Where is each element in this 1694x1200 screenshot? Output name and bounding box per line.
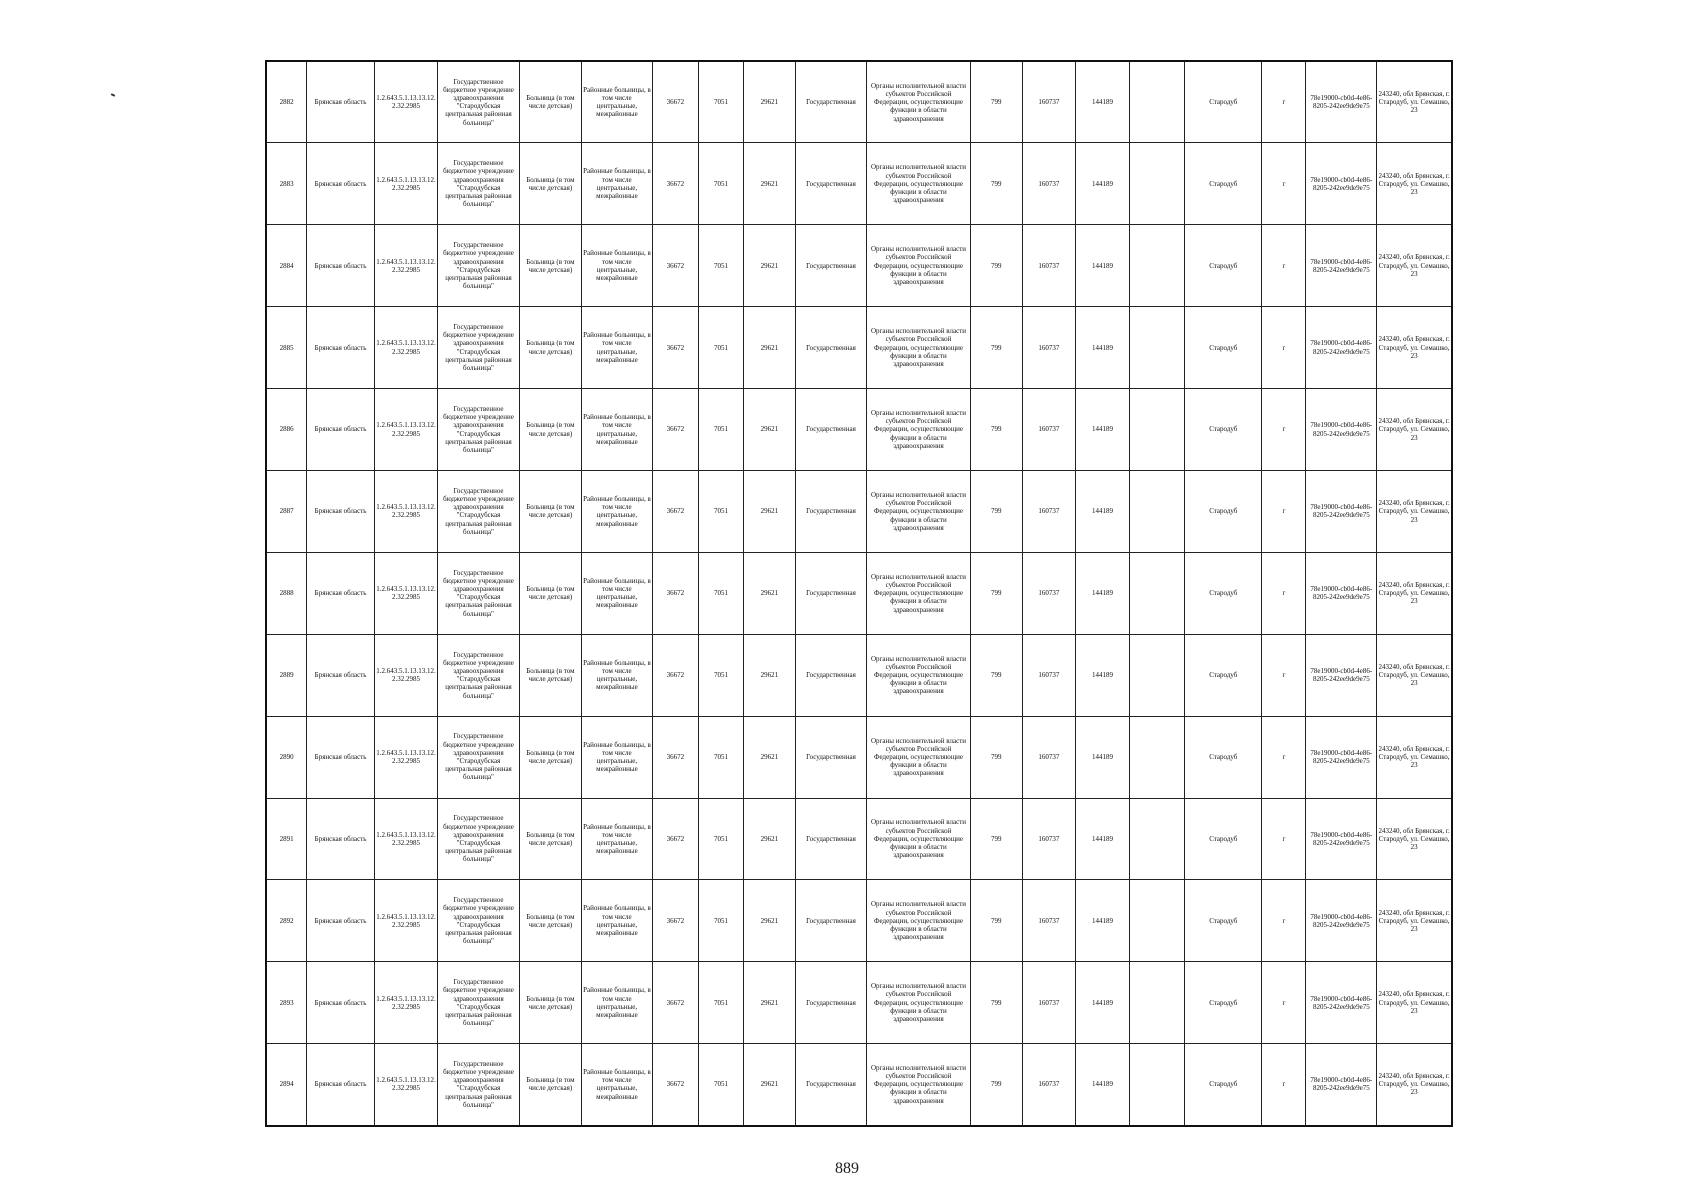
city-cell: Стародуб xyxy=(1185,552,1262,634)
code6-cell: 144189 xyxy=(1075,225,1130,307)
code6-cell: 144189 xyxy=(1075,552,1130,634)
guid-cell: 78e19000-cb0d-4e86-8205-242ee9de9e75 xyxy=(1306,880,1377,962)
ownership-cell: Государственная xyxy=(795,61,867,143)
region-cell: Брянская область xyxy=(307,798,375,880)
region-cell: Брянская область xyxy=(307,880,375,962)
oid-cell: 1.2.643.5.1.13.13.12.2.32.2985 xyxy=(374,225,437,307)
oid-cell: 1.2.643.5.1.13.13.12.2.32.2985 xyxy=(374,307,437,389)
address-cell: 243240, обл Брянская, г. Стародуб, ул. Семашко, 23 xyxy=(1377,225,1452,307)
authority-cell: Органы исполнительной власти субъектов Российской Федерации, осуществляющие функции в области здравоохранения xyxy=(867,798,970,880)
table-row xyxy=(266,61,1452,143)
ownership-cell: Государственная xyxy=(795,552,867,634)
code2-cell: 7051 xyxy=(698,225,743,307)
code3-cell: 29621 xyxy=(744,1044,796,1126)
oid-cell: 1.2.643.5.1.13.13.12.2.32.2985 xyxy=(374,634,437,716)
ownership-cell: Государственная xyxy=(795,307,867,389)
table-row xyxy=(266,470,1452,552)
code5-cell: 160737 xyxy=(1023,307,1076,389)
locality-type-cell: г xyxy=(1262,716,1306,798)
code4-cell: 799 xyxy=(970,880,1023,962)
organization-cell: Государственное бюджетное учреждение здравоохранения "Стародубская центральная районная больница" xyxy=(438,470,520,552)
region-cell: Брянская область xyxy=(307,552,375,634)
code5-cell: 160737 xyxy=(1023,389,1076,471)
city-cell: Стародуб xyxy=(1185,143,1262,225)
row-number: 2883 xyxy=(266,143,307,225)
ownership-cell: Государственная xyxy=(795,143,867,225)
organization-cell: Государственное бюджетное учреждение здравоохранения "Стародубская центральная районная больница" xyxy=(438,1044,520,1126)
region-cell: Брянская область xyxy=(307,716,375,798)
code6-cell: 144189 xyxy=(1075,143,1130,225)
ownership-cell: Государственная xyxy=(795,962,867,1044)
locality-type-cell: г xyxy=(1262,61,1306,143)
facility-subtype-cell: Районные больницы, в том числе центральные, межрайонные xyxy=(582,389,653,471)
authority-cell: Органы исполнительной власти субъектов Российской Федерации, осуществляющие функции в области здравоохранения xyxy=(867,61,970,143)
code2-cell: 7051 xyxy=(698,389,743,471)
code1-cell: 36672 xyxy=(652,798,698,880)
code5-cell: 160737 xyxy=(1023,634,1076,716)
empty-cell xyxy=(1130,634,1185,716)
code1-cell: 36672 xyxy=(652,143,698,225)
facility-type-cell: Больница (в том числе детская) xyxy=(519,307,581,389)
row-number: 2890 xyxy=(266,716,307,798)
address-cell: 243240, обл Брянская, г. Стародуб, ул. Семашко, 23 xyxy=(1377,389,1452,471)
empty-cell xyxy=(1130,61,1185,143)
address-cell: 243240, обл Брянская, г. Стародуб, ул. Семашко, 23 xyxy=(1377,716,1452,798)
empty-cell xyxy=(1130,470,1185,552)
facility-subtype-cell: Районные больницы, в том числе центральные, межрайонные xyxy=(582,962,653,1044)
locality-type-cell: г xyxy=(1262,1044,1306,1126)
empty-cell xyxy=(1130,716,1185,798)
locality-type-cell: г xyxy=(1262,552,1306,634)
city-cell: Стародуб xyxy=(1185,1044,1262,1126)
authority-cell: Органы исполнительной власти субъектов Российской Федерации, осуществляющие функции в области здравоохранения xyxy=(867,552,970,634)
code5-cell: 160737 xyxy=(1023,798,1076,880)
code1-cell: 36672 xyxy=(652,1044,698,1126)
code6-cell: 144189 xyxy=(1075,470,1130,552)
facility-subtype-cell: Районные больницы, в том числе центральные, межрайонные xyxy=(582,61,653,143)
code3-cell: 29621 xyxy=(744,143,796,225)
address-cell: 243240, обл Брянская, г. Стародуб, ул. Семашко, 23 xyxy=(1377,143,1452,225)
code1-cell: 36672 xyxy=(652,634,698,716)
row-number: 2893 xyxy=(266,962,307,1044)
authority-cell: Органы исполнительной власти субъектов Российской Федерации, осуществляющие функции в области здравоохранения xyxy=(867,1044,970,1126)
region-cell: Брянская область xyxy=(307,389,375,471)
city-cell: Стародуб xyxy=(1185,225,1262,307)
city-cell: Стародуб xyxy=(1185,962,1262,1044)
code3-cell: 29621 xyxy=(744,470,796,552)
code3-cell: 29621 xyxy=(744,798,796,880)
address-cell: 243240, обл Брянская, г. Стародуб, ул. Семашко, 23 xyxy=(1377,1044,1452,1126)
table-row xyxy=(266,716,1452,798)
region-cell: Брянская область xyxy=(307,225,375,307)
table-row xyxy=(266,798,1452,880)
empty-cell xyxy=(1130,880,1185,962)
facility-subtype-cell: Районные больницы, в том числе центральные, межрайонные xyxy=(582,552,653,634)
region-cell: Брянская область xyxy=(307,470,375,552)
ownership-cell: Государственная xyxy=(795,634,867,716)
address-cell: 243240, обл Брянская, г. Стародуб, ул. Семашко, 23 xyxy=(1377,307,1452,389)
facility-type-cell: Больница (в том числе детская) xyxy=(519,1044,581,1126)
address-cell: 243240, обл Брянская, г. Стародуб, ул. Семашко, 23 xyxy=(1377,962,1452,1044)
address-cell: 243240, обл Брянская, г. Стародуб, ул. Семашко, 23 xyxy=(1377,552,1452,634)
code2-cell: 7051 xyxy=(698,1044,743,1126)
code6-cell: 144189 xyxy=(1075,880,1130,962)
facility-type-cell: Больница (в том числе детская) xyxy=(519,634,581,716)
code4-cell: 799 xyxy=(970,716,1023,798)
code4-cell: 799 xyxy=(970,143,1023,225)
oid-cell: 1.2.643.5.1.13.13.12.2.32.2985 xyxy=(374,143,437,225)
row-number: 2894 xyxy=(266,1044,307,1126)
facility-subtype-cell: Районные больницы, в том числе центральные, межрайонные xyxy=(582,225,653,307)
empty-cell xyxy=(1130,307,1185,389)
region-cell: Брянская область xyxy=(307,1044,375,1126)
city-cell: Стародуб xyxy=(1185,61,1262,143)
city-cell: Стародуб xyxy=(1185,798,1262,880)
code1-cell: 36672 xyxy=(652,552,698,634)
locality-type-cell: г xyxy=(1262,634,1306,716)
ownership-cell: Государственная xyxy=(795,225,867,307)
guid-cell: 78e19000-cb0d-4e86-8205-242ee9de9e75 xyxy=(1306,634,1377,716)
code2-cell: 7051 xyxy=(698,634,743,716)
code4-cell: 799 xyxy=(970,1044,1023,1126)
code3-cell: 29621 xyxy=(744,716,796,798)
facility-type-cell: Больница (в том числе детская) xyxy=(519,225,581,307)
code3-cell: 29621 xyxy=(744,962,796,1044)
oid-cell: 1.2.643.5.1.13.13.12.2.32.2985 xyxy=(374,552,437,634)
oid-cell: 1.2.643.5.1.13.13.12.2.32.2985 xyxy=(374,962,437,1044)
locality-type-cell: г xyxy=(1262,962,1306,1044)
code4-cell: 799 xyxy=(970,307,1023,389)
oid-cell: 1.2.643.5.1.13.13.12.2.32.2985 xyxy=(374,470,437,552)
code2-cell: 7051 xyxy=(698,552,743,634)
guid-cell: 78e19000-cb0d-4e86-8205-242ee9de9e75 xyxy=(1306,143,1377,225)
empty-cell xyxy=(1130,798,1185,880)
empty-cell xyxy=(1130,143,1185,225)
locality-type-cell: г xyxy=(1262,225,1306,307)
authority-cell: Органы исполнительной власти субъектов Российской Федерации, осуществляющие функции в области здравоохранения xyxy=(867,962,970,1044)
registry-table xyxy=(265,60,1453,1127)
facility-type-cell: Больница (в том числе детская) xyxy=(519,962,581,1044)
guid-cell: 78e19000-cb0d-4e86-8205-242ee9de9e75 xyxy=(1306,61,1377,143)
code2-cell: 7051 xyxy=(698,470,743,552)
code1-cell: 36672 xyxy=(652,307,698,389)
authority-cell: Органы исполнительной власти субъектов Российской Федерации, осуществляющие функции в области здравоохранения xyxy=(867,389,970,471)
code6-cell: 144189 xyxy=(1075,634,1130,716)
table-row xyxy=(266,389,1452,471)
city-cell: Стародуб xyxy=(1185,307,1262,389)
code5-cell: 160737 xyxy=(1023,225,1076,307)
facility-subtype-cell: Районные больницы, в том числе центральные, межрайонные xyxy=(582,1044,653,1126)
table-row xyxy=(266,143,1452,225)
locality-type-cell: г xyxy=(1262,307,1306,389)
stray-mark xyxy=(111,93,115,97)
row-number: 2885 xyxy=(266,307,307,389)
organization-cell: Государственное бюджетное учреждение здравоохранения "Стародубская центральная районная больница" xyxy=(438,716,520,798)
organization-cell: Государственное бюджетное учреждение здравоохранения "Стародубская центральная районная больница" xyxy=(438,307,520,389)
city-cell: Стародуб xyxy=(1185,880,1262,962)
facility-subtype-cell: Районные больницы, в том числе центральные, межрайонные xyxy=(582,143,653,225)
code6-cell: 144189 xyxy=(1075,962,1130,1044)
organization-cell: Государственное бюджетное учреждение здравоохранения "Стародубская центральная районная больница" xyxy=(438,389,520,471)
code4-cell: 799 xyxy=(970,798,1023,880)
authority-cell: Органы исполнительной власти субъектов Российской Федерации, осуществляющие функции в области здравоохранения xyxy=(867,716,970,798)
code4-cell: 799 xyxy=(970,552,1023,634)
region-cell: Брянская область xyxy=(307,962,375,1044)
facility-subtype-cell: Районные больницы, в том числе центральные, межрайонные xyxy=(582,470,653,552)
row-number: 2888 xyxy=(266,552,307,634)
code5-cell: 160737 xyxy=(1023,962,1076,1044)
table-row xyxy=(266,225,1452,307)
address-cell: 243240, обл Брянская, г. Стародуб, ул. Семашко, 23 xyxy=(1377,634,1452,716)
table-row xyxy=(266,634,1452,716)
table-row xyxy=(266,552,1452,634)
code4-cell: 799 xyxy=(970,634,1023,716)
code1-cell: 36672 xyxy=(652,389,698,471)
code4-cell: 799 xyxy=(970,389,1023,471)
empty-cell xyxy=(1130,552,1185,634)
code6-cell: 144189 xyxy=(1075,1044,1130,1126)
locality-type-cell: г xyxy=(1262,880,1306,962)
guid-cell: 78e19000-cb0d-4e86-8205-242ee9de9e75 xyxy=(1306,1044,1377,1126)
facility-type-cell: Больница (в том числе детская) xyxy=(519,61,581,143)
oid-cell: 1.2.643.5.1.13.13.12.2.32.2985 xyxy=(374,716,437,798)
authority-cell: Органы исполнительной власти субъектов Российской Федерации, осуществляющие функции в области здравоохранения xyxy=(867,880,970,962)
code5-cell: 160737 xyxy=(1023,552,1076,634)
address-cell: 243240, обл Брянская, г. Стародуб, ул. Семашко, 23 xyxy=(1377,61,1452,143)
code4-cell: 799 xyxy=(970,61,1023,143)
code2-cell: 7051 xyxy=(698,143,743,225)
code1-cell: 36672 xyxy=(652,61,698,143)
facility-type-cell: Больница (в том числе детская) xyxy=(519,552,581,634)
empty-cell xyxy=(1130,1044,1185,1126)
facility-type-cell: Больница (в том числе детская) xyxy=(519,470,581,552)
locality-type-cell: г xyxy=(1262,470,1306,552)
table-row xyxy=(266,880,1452,962)
code6-cell: 144189 xyxy=(1075,798,1130,880)
region-cell: Брянская область xyxy=(307,307,375,389)
oid-cell: 1.2.643.5.1.13.13.12.2.32.2985 xyxy=(374,798,437,880)
code2-cell: 7051 xyxy=(698,880,743,962)
code3-cell: 29621 xyxy=(744,552,796,634)
row-number: 2889 xyxy=(266,634,307,716)
address-cell: 243240, обл Брянская, г. Стародуб, ул. Семашко, 23 xyxy=(1377,880,1452,962)
facility-type-cell: Больница (в том числе детская) xyxy=(519,143,581,225)
organization-cell: Государственное бюджетное учреждение здравоохранения "Стародубская центральная районная больница" xyxy=(438,61,520,143)
code5-cell: 160737 xyxy=(1023,470,1076,552)
facility-type-cell: Больница (в том числе детская) xyxy=(519,716,581,798)
code3-cell: 29621 xyxy=(744,61,796,143)
organization-cell: Государственное бюджетное учреждение здравоохранения "Стародубская центральная районная больница" xyxy=(438,634,520,716)
address-cell: 243240, обл Брянская, г. Стародуб, ул. Семашко, 23 xyxy=(1377,798,1452,880)
code3-cell: 29621 xyxy=(744,389,796,471)
organization-cell: Государственное бюджетное учреждение здравоохранения "Стародубская центральная районная больница" xyxy=(438,225,520,307)
empty-cell xyxy=(1130,225,1185,307)
ownership-cell: Государственная xyxy=(795,1044,867,1126)
table-row xyxy=(266,307,1452,389)
organization-cell: Государственное бюджетное учреждение здравоохранения "Стародубская центральная районная больница" xyxy=(438,798,520,880)
code2-cell: 7051 xyxy=(698,307,743,389)
oid-cell: 1.2.643.5.1.13.13.12.2.32.2985 xyxy=(374,389,437,471)
facility-type-cell: Больница (в том числе детская) xyxy=(519,798,581,880)
guid-cell: 78e19000-cb0d-4e86-8205-242ee9de9e75 xyxy=(1306,798,1377,880)
code5-cell: 160737 xyxy=(1023,143,1076,225)
authority-cell: Органы исполнительной власти субъектов Российской Федерации, осуществляющие функции в области здравоохранения xyxy=(867,143,970,225)
code3-cell: 29621 xyxy=(744,225,796,307)
authority-cell: Органы исполнительной власти субъектов Российской Федерации, осуществляющие функции в области здравоохранения xyxy=(867,225,970,307)
code4-cell: 799 xyxy=(970,962,1023,1044)
empty-cell xyxy=(1130,389,1185,471)
oid-cell: 1.2.643.5.1.13.13.12.2.32.2985 xyxy=(374,61,437,143)
code6-cell: 144189 xyxy=(1075,61,1130,143)
facility-subtype-cell: Районные больницы, в том числе центральные, межрайонные xyxy=(582,798,653,880)
locality-type-cell: г xyxy=(1262,389,1306,471)
region-cell: Брянская область xyxy=(307,61,375,143)
code2-cell: 7051 xyxy=(698,716,743,798)
code6-cell: 144189 xyxy=(1075,307,1130,389)
ownership-cell: Государственная xyxy=(795,470,867,552)
code2-cell: 7051 xyxy=(698,61,743,143)
row-number: 2884 xyxy=(266,225,307,307)
ownership-cell: Государственная xyxy=(795,880,867,962)
guid-cell: 78e19000-cb0d-4e86-8205-242ee9de9e75 xyxy=(1306,716,1377,798)
registry-body xyxy=(266,61,1452,1126)
organization-cell: Государственное бюджетное учреждение здравоохранения "Стародубская центральная районная больница" xyxy=(438,143,520,225)
authority-cell: Органы исполнительной власти субъектов Российской Федерации, осуществляющие функции в области здравоохранения xyxy=(867,470,970,552)
row-number: 2886 xyxy=(266,389,307,471)
oid-cell: 1.2.643.5.1.13.13.12.2.32.2985 xyxy=(374,880,437,962)
code1-cell: 36672 xyxy=(652,716,698,798)
locality-type-cell: г xyxy=(1262,798,1306,880)
code4-cell: 799 xyxy=(970,225,1023,307)
code5-cell: 160737 xyxy=(1023,880,1076,962)
facility-subtype-cell: Районные больницы, в том числе центральные, межрайонные xyxy=(582,716,653,798)
guid-cell: 78e19000-cb0d-4e86-8205-242ee9de9e75 xyxy=(1306,225,1377,307)
guid-cell: 78e19000-cb0d-4e86-8205-242ee9de9e75 xyxy=(1306,962,1377,1044)
guid-cell: 78e19000-cb0d-4e86-8205-242ee9de9e75 xyxy=(1306,470,1377,552)
ownership-cell: Государственная xyxy=(795,798,867,880)
table-row xyxy=(266,962,1452,1044)
row-number: 2882 xyxy=(266,61,307,143)
code6-cell: 144189 xyxy=(1075,716,1130,798)
code4-cell: 799 xyxy=(970,470,1023,552)
locality-type-cell: г xyxy=(1262,143,1306,225)
authority-cell: Органы исполнительной власти субъектов Российской Федерации, осуществляющие функции в области здравоохранения xyxy=(867,634,970,716)
empty-cell xyxy=(1130,962,1185,1044)
facility-type-cell: Больница (в том числе детская) xyxy=(519,389,581,471)
address-cell: 243240, обл Брянская, г. Стародуб, ул. Семашко, 23 xyxy=(1377,470,1452,552)
code1-cell: 36672 xyxy=(652,880,698,962)
page-number: 889 xyxy=(835,1160,859,1174)
row-number: 2887 xyxy=(266,470,307,552)
organization-cell: Государственное бюджетное учреждение здравоохранения "Стародубская центральная районная больница" xyxy=(438,962,520,1044)
city-cell: Стародуб xyxy=(1185,470,1262,552)
row-number: 2892 xyxy=(266,880,307,962)
guid-cell: 78e19000-cb0d-4e86-8205-242ee9de9e75 xyxy=(1306,552,1377,634)
facility-type-cell: Больница (в том числе детская) xyxy=(519,880,581,962)
code3-cell: 29621 xyxy=(744,634,796,716)
code5-cell: 160737 xyxy=(1023,716,1076,798)
facility-subtype-cell: Районные больницы, в том числе центральные, межрайонные xyxy=(582,880,653,962)
code2-cell: 7051 xyxy=(698,962,743,1044)
region-cell: Брянская область xyxy=(307,143,375,225)
code1-cell: 36672 xyxy=(652,470,698,552)
code6-cell: 144189 xyxy=(1075,389,1130,471)
guid-cell: 78e19000-cb0d-4e86-8205-242ee9de9e75 xyxy=(1306,307,1377,389)
authority-cell: Органы исполнительной власти субъектов Российской Федерации, осуществляющие функции в области здравоохранения xyxy=(867,307,970,389)
city-cell: Стародуб xyxy=(1185,634,1262,716)
code1-cell: 36672 xyxy=(652,962,698,1044)
code1-cell: 36672 xyxy=(652,225,698,307)
table-row xyxy=(266,1044,1452,1126)
code3-cell: 29621 xyxy=(744,307,796,389)
ownership-cell: Государственная xyxy=(795,389,867,471)
oid-cell: 1.2.643.5.1.13.13.12.2.32.2985 xyxy=(374,1044,437,1126)
code5-cell: 160737 xyxy=(1023,1044,1076,1126)
facility-subtype-cell: Районные больницы, в том числе центральные, межрайонные xyxy=(582,634,653,716)
city-cell: Стародуб xyxy=(1185,389,1262,471)
region-cell: Брянская область xyxy=(307,634,375,716)
guid-cell: 78e19000-cb0d-4e86-8205-242ee9de9e75 xyxy=(1306,389,1377,471)
organization-cell: Государственное бюджетное учреждение здравоохранения "Стародубская центральная районная больница" xyxy=(438,552,520,634)
city-cell: Стародуб xyxy=(1185,716,1262,798)
organization-cell: Государственное бюджетное учреждение здравоохранения "Стародубская центральная районная больница" xyxy=(438,880,520,962)
facility-subtype-cell: Районные больницы, в том числе центральные, межрайонные xyxy=(582,307,653,389)
code5-cell: 160737 xyxy=(1023,61,1076,143)
ownership-cell: Государственная xyxy=(795,716,867,798)
row-number: 2891 xyxy=(266,798,307,880)
code3-cell: 29621 xyxy=(744,880,796,962)
code2-cell: 7051 xyxy=(698,798,743,880)
